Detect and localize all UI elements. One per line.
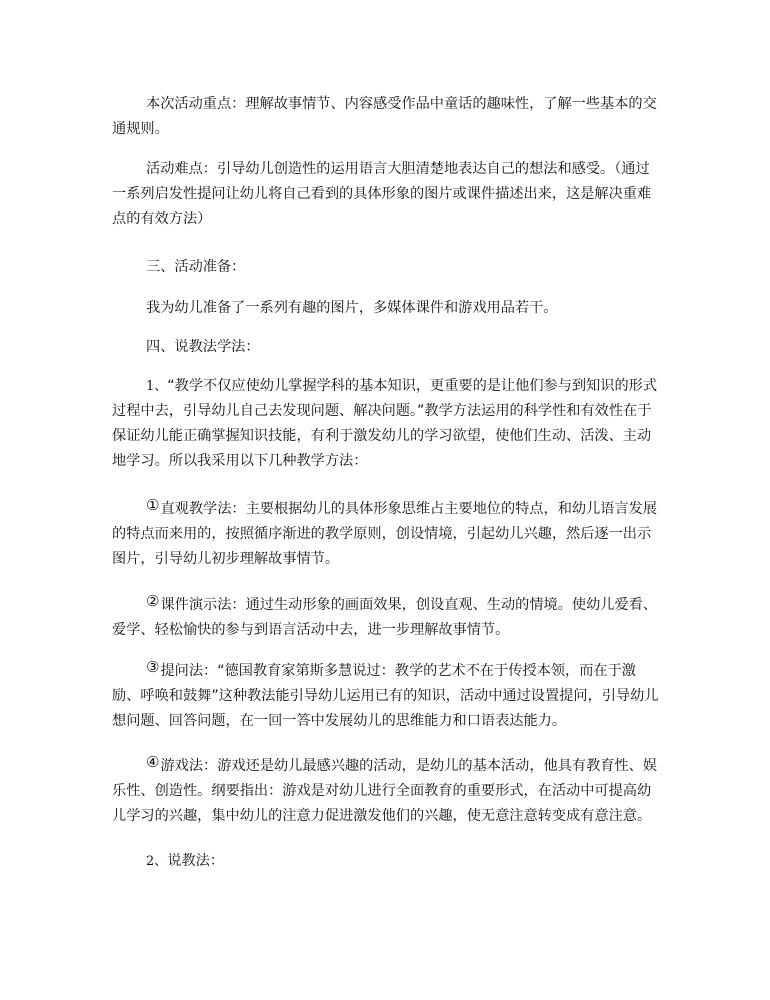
list-number: 1、	[146, 379, 168, 394]
paragraph-key-points	[112, 92, 662, 142]
heading-text: 三、活动准备：	[146, 259, 246, 275]
section-heading-teaching	[112, 849, 662, 874]
circled-number-4: ④	[146, 753, 160, 771]
paragraph-method-questioning	[112, 658, 662, 734]
paragraph-text: 本次活动重点：理解故事情节、内容感受作品中童话的趣味性，了解一些基本的交通规则。	[112, 96, 657, 137]
paragraph-text: 直观教学法：主要根据幼儿的具体形象思维占主要地位的特点，和幼儿语言发展的特点而来用的，按照循序渐进的教学原则，创设情境，引起幼儿兴趣，然后逐一出示图片，引导幼儿初步理解故事情节。	[112, 501, 658, 567]
section-heading-preparation	[112, 255, 662, 280]
paragraph-preparation	[112, 296, 662, 321]
heading-text: 四、说教法学法：	[146, 339, 260, 355]
heading-text: 说教法：	[167, 853, 225, 869]
circled-number-2: ②	[146, 592, 160, 610]
paragraph-method-visual	[112, 496, 662, 572]
paragraph-text: 游戏法：游戏还是幼儿最感兴趣的活动，是幼儿的基本活动，他具有教育性、娱乐性、创造性。纲要指出：游戏是对幼儿进行全面教育的重要形式，在活动中可提高幼儿学习的兴趣，集中幼儿的注意力促进激发他们的兴趣，使无意注意转变成有意注意。	[112, 758, 658, 824]
paragraph-method-game	[112, 753, 662, 829]
circled-number-3: ③	[146, 658, 160, 676]
section-heading-methods	[112, 335, 662, 360]
paragraph-text: “教学不仅应使幼儿掌握学科的基本知识，更重要的是让他们参与到知识的形式过程中去，引导幼儿自己去发现问题、解决问题。”教学方法运用的科学性和有效性在于保证幼儿能正确掌握知识技能，有利于激发幼儿的学习欲望，使他们生动、活泼、主动地学习。所以我采用以下几种教学方法：	[112, 378, 658, 469]
paragraph-difficulty	[112, 157, 662, 232]
paragraph-text: 活动难点：引导幼儿创造性的运用语言大胆清楚地表达自己的想法和感受。（通过一系列启发性提问让幼儿将自己看到的具体形象的图片或课件描述出来，这是解决重难点的有效方法）	[112, 161, 652, 227]
paragraph-text: 提问法：“德国教育家第斯多慧说过：教学的艺术不在于传授本领，而在于激励、呼唤和鼓舞”这种教法能引导幼儿运用已有的知识，活动中通过设置提问，引导幼儿想问题、回答问题，在一回一答中发展幼儿的思维能力和口语表达能力。	[112, 663, 659, 729]
paragraph-method-courseware	[112, 592, 662, 643]
paragraph-text: 课件演示法：通过生动形象的画面效果，创设直观、生动的情境。使幼儿爱看、爱学、轻松愉快的参与到语言活动中去，进一步理解故事情节。	[112, 597, 658, 638]
circled-number-1: ①	[146, 496, 160, 514]
paragraph-teaching-quote	[112, 374, 662, 474]
paragraph-text: 我为幼儿准备了一系列有趣的图片，多媒体课件和游戏用品若干。	[146, 300, 558, 316]
list-number: 2、	[146, 854, 168, 869]
